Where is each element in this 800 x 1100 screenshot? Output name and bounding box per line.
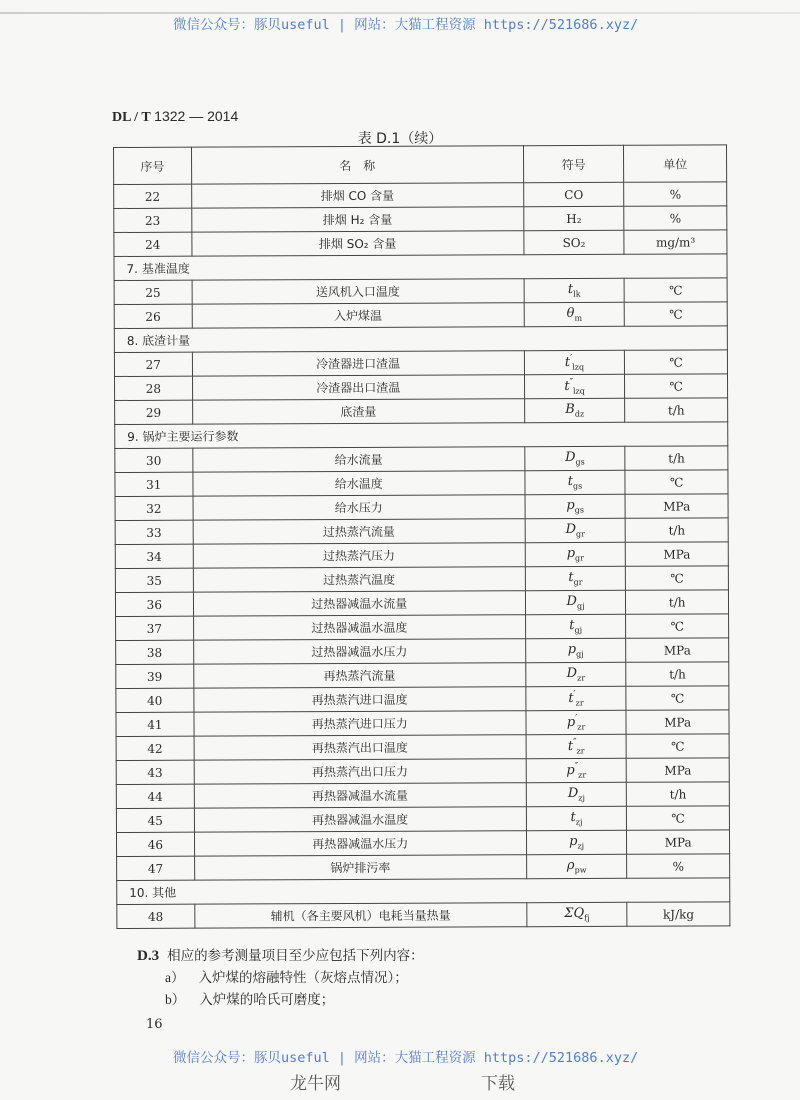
table-row <box>115 566 728 593</box>
row-number: 27 <box>114 352 192 376</box>
row-number: 46 <box>116 832 194 856</box>
symbol-base: p <box>567 642 577 658</box>
symbol-subscript: gj <box>574 625 583 635</box>
row-name: 过热器减温水温度 <box>193 615 525 640</box>
symbol-subscript: gr <box>575 529 585 539</box>
row-unit: kJ/kg <box>627 902 730 926</box>
table-row <box>117 902 730 929</box>
section-row <box>115 422 728 449</box>
symbol-base: t <box>568 690 574 706</box>
row-symbol <box>527 902 628 926</box>
symbol-subscript: gj <box>576 601 585 611</box>
row-number: 29 <box>115 400 193 424</box>
row-name: 锅炉排污率 <box>194 855 526 880</box>
row-number: 37 <box>116 616 194 640</box>
symbol-subscript: m <box>574 313 583 323</box>
row-name: 过热蒸汽温度 <box>193 567 525 592</box>
symbol <box>565 402 584 417</box>
symbol-base: p <box>566 498 575 514</box>
symbol <box>568 739 585 754</box>
table-row <box>116 614 729 641</box>
symbol <box>570 810 582 825</box>
row-number: 22 <box>114 184 192 208</box>
symbol-subscript: fj <box>584 913 590 923</box>
row-symbol <box>525 470 626 494</box>
row-name: 冷渣器出口渣温 <box>192 375 524 400</box>
row-symbol <box>524 278 625 302</box>
symbol-subscript: zj <box>575 817 583 827</box>
overlay-mark-1: 龙牛网 <box>290 1074 341 1094</box>
symbol-subscript: zr <box>577 673 586 683</box>
row-symbol <box>526 734 627 758</box>
row-symbol <box>524 302 625 326</box>
row-unit: ℃ <box>625 350 728 374</box>
symbol <box>568 282 581 297</box>
symbol-base: t <box>567 282 574 298</box>
symbol <box>567 546 584 561</box>
symbol-subscript: zj <box>578 793 586 803</box>
symbol-subscript: gs <box>575 457 585 467</box>
row-number: 48 <box>117 904 195 928</box>
row-symbol <box>525 494 626 518</box>
table-header-row <box>114 145 727 185</box>
watermark-top: 微信公众号：豚贝useful | 网站：大猫工程资源 https://521686.xyz/ <box>173 17 639 33</box>
row-unit: ℃ <box>624 278 727 302</box>
table-title: 表 D.1（续） <box>357 131 443 147</box>
table-row <box>115 542 728 569</box>
row-number: 34 <box>115 544 193 568</box>
symbol-base: D <box>565 450 576 466</box>
row-symbol <box>526 662 627 686</box>
symbol-base: D <box>567 786 579 802</box>
table-row <box>115 398 728 425</box>
section-label: 9. 锅炉主要运行参数 <box>115 422 728 449</box>
section-label: 8. 底渣计量 <box>114 326 727 353</box>
symbol <box>569 834 584 849</box>
row-symbol <box>525 614 626 638</box>
symbol <box>567 306 582 321</box>
symbol <box>567 858 587 873</box>
table-row <box>116 710 729 737</box>
symbol-subscript: gr <box>575 553 585 563</box>
item-text: 入炉煤的哈氏可磨度； <box>199 992 335 1008</box>
row-unit: t/h <box>627 782 730 806</box>
row-unit: ℃ <box>626 614 729 638</box>
symbol-prime: ″ <box>574 761 579 772</box>
section-row <box>114 254 727 281</box>
symbol-prime: ′ <box>575 713 578 724</box>
row-name: 送风机入口温度 <box>192 279 524 304</box>
row-unit: MPa <box>627 758 730 782</box>
symbol <box>568 691 583 706</box>
symbol-subscript: zr <box>577 722 586 732</box>
document-id <box>112 108 238 126</box>
header-name: 名 称 <box>191 146 523 184</box>
symbol <box>566 498 584 513</box>
symbol-text: H₂ <box>566 211 582 226</box>
table-row <box>116 662 729 689</box>
symbol-base: p <box>569 834 578 850</box>
row-number: 23 <box>114 208 192 232</box>
row-unit: MPa <box>625 494 728 518</box>
row-number: 47 <box>117 856 195 880</box>
clause-number: D.3 <box>137 948 160 964</box>
clause-item-b <box>165 988 334 1008</box>
table-row <box>115 446 728 473</box>
row-name: 入炉煤温 <box>192 303 524 328</box>
row-name: 排烟 SO₂ 含量 <box>191 231 523 256</box>
section-label: 10. 其他 <box>117 878 730 905</box>
row-unit: MPa <box>626 542 729 566</box>
table-row <box>115 590 728 617</box>
row-number: 45 <box>116 808 194 832</box>
row-symbol <box>526 854 627 878</box>
row-name: 给水流量 <box>192 447 524 472</box>
row-number: 30 <box>115 448 193 472</box>
table-row <box>117 854 730 881</box>
symbol-base: t <box>564 378 570 394</box>
row-name: 冷渣器进口渣温 <box>192 351 524 376</box>
symbol-base: ΣQ <box>564 906 585 922</box>
page-number: 16 <box>146 1017 163 1032</box>
table-row <box>114 206 727 233</box>
symbol-base: t <box>567 474 574 490</box>
symbol <box>565 450 585 465</box>
row-name: 底渣量 <box>192 399 524 424</box>
row-unit: ℃ <box>625 302 728 326</box>
symbol-base: D <box>566 666 578 682</box>
row-name: 再热蒸汽流量 <box>193 663 525 688</box>
row-unit: ℃ <box>625 470 728 494</box>
row-unit: ℃ <box>626 734 729 758</box>
symbol-prime: ″ <box>569 377 573 388</box>
section-row <box>114 326 727 353</box>
scan-edge <box>0 12 800 14</box>
row-symbol <box>524 398 625 422</box>
doc-id-prefix: DL / T <box>112 110 151 125</box>
symbol-base: B <box>565 402 575 418</box>
symbol-base: p <box>566 762 575 778</box>
row-name: 排烟 CO 含量 <box>191 183 523 208</box>
table-row <box>116 734 729 761</box>
symbol <box>564 906 589 921</box>
row-unit: % <box>624 206 727 230</box>
symbol <box>565 355 584 370</box>
symbol-subscript: pw <box>574 865 587 875</box>
header-unit: 单位 <box>624 145 727 182</box>
row-unit: ℃ <box>626 686 729 710</box>
row-symbol <box>523 182 624 206</box>
row-number: 41 <box>116 712 194 736</box>
symbol-base: D <box>566 594 578 610</box>
row-unit: MPa <box>627 830 730 854</box>
symbol-base: t <box>569 618 575 634</box>
item-marker: a） <box>165 970 185 985</box>
symbol-text: SO₂ <box>562 235 586 250</box>
clause-item-a <box>165 966 408 986</box>
header-seq: 序号 <box>114 147 192 184</box>
symbol-subscript: zr <box>578 770 587 780</box>
symbol <box>567 594 585 609</box>
table-row <box>116 782 729 809</box>
row-unit: ℃ <box>625 374 728 398</box>
row-name: 排烟 H₂ 含量 <box>191 207 523 232</box>
row-name: 再热蒸汽进口压力 <box>194 711 526 736</box>
section-label: 7. 基准温度 <box>114 254 727 281</box>
row-symbol <box>525 542 626 566</box>
row-unit: mg/m³ <box>624 230 727 254</box>
row-symbol <box>526 710 627 734</box>
table-row <box>115 494 728 521</box>
row-number: 35 <box>115 568 193 592</box>
row-unit: MPa <box>626 638 729 662</box>
symbol-subscript: lk <box>573 289 581 299</box>
item-marker: b） <box>165 992 186 1007</box>
symbol-base: t <box>568 570 574 586</box>
symbol-base: t <box>570 810 576 826</box>
symbol <box>566 763 586 778</box>
symbol-subscript: gs <box>574 505 584 515</box>
row-number: 43 <box>116 760 194 784</box>
table-row <box>116 806 729 833</box>
row-number: 24 <box>114 232 192 256</box>
row-number: 39 <box>116 664 194 688</box>
row-name: 再热蒸汽出口温度 <box>194 735 526 760</box>
symbol-subscript: zr <box>576 746 585 756</box>
symbol <box>567 666 586 681</box>
overlay-mark-2: 下载 <box>481 1074 515 1094</box>
parameter-table <box>113 144 730 929</box>
table-row <box>114 182 727 209</box>
row-unit: t/h <box>625 518 728 542</box>
table-row <box>114 230 727 257</box>
row-number: 31 <box>115 472 193 496</box>
row-symbol <box>525 638 626 662</box>
row-symbol <box>526 686 627 710</box>
row-unit: t/h <box>625 446 728 470</box>
row-symbol <box>526 782 627 806</box>
row-number: 26 <box>114 304 192 328</box>
table-row <box>116 686 729 713</box>
table-row <box>115 518 728 545</box>
symbol-prime: ′ <box>573 689 576 700</box>
row-unit: t/h <box>625 398 728 422</box>
symbol-base: t <box>564 354 571 370</box>
row-unit: t/h <box>626 662 729 686</box>
row-number: 25 <box>114 280 192 304</box>
symbol-subscript: lzq <box>572 362 585 372</box>
row-name: 再热器减温水压力 <box>194 831 526 856</box>
row-symbol <box>524 350 625 374</box>
doc-id-number: 1322 — 2014 <box>154 108 239 124</box>
row-number: 36 <box>115 592 193 616</box>
table-row <box>114 350 727 377</box>
row-symbol <box>525 590 626 614</box>
item-text: 入炉煤的熔融特性（灰熔点情况）； <box>198 970 408 986</box>
table-row <box>116 638 729 665</box>
symbol-subscript: gs <box>573 481 583 491</box>
row-number: 44 <box>116 784 194 808</box>
row-name: 过热器减温水流量 <box>193 591 525 616</box>
row-name: 给水温度 <box>193 471 525 496</box>
watermark-bottom: 微信公众号：豚贝useful | 网站：大猫工程资源 https://521686.xyz/ <box>173 1050 639 1066</box>
symbol-subscript: lzq <box>572 386 585 396</box>
row-number: 42 <box>116 736 194 760</box>
row-symbol <box>525 446 626 470</box>
row-number: 32 <box>115 496 193 520</box>
section-row <box>117 878 730 905</box>
symbol <box>569 618 582 633</box>
symbol-subscript: zr <box>575 698 584 708</box>
row-name: 辅机（各主要风机）电耗当量热量 <box>194 903 526 928</box>
symbol <box>564 379 585 394</box>
row-number: 28 <box>115 376 193 400</box>
symbol-base: p <box>566 714 576 730</box>
symbol-base: p <box>566 546 576 562</box>
row-symbol <box>526 758 627 782</box>
table-row <box>115 374 728 401</box>
clause-text: 相应的参考测量项目至少应包括下列内容： <box>167 948 424 964</box>
table-row <box>116 830 729 857</box>
row-name: 给水压力 <box>193 495 525 520</box>
row-symbol <box>525 566 626 590</box>
symbol-base: D <box>565 522 577 538</box>
row-number: 38 <box>116 640 194 664</box>
row-symbol <box>525 518 626 542</box>
row-symbol <box>524 206 625 230</box>
symbol <box>568 474 583 489</box>
row-unit: % <box>624 182 727 206</box>
symbol <box>568 786 585 801</box>
row-unit: % <box>627 854 730 878</box>
table-row <box>115 470 728 497</box>
row-number: 33 <box>115 520 193 544</box>
symbol <box>568 570 582 585</box>
symbol-base: θ <box>566 306 575 322</box>
symbol-subscript: dz <box>574 409 585 419</box>
row-unit: MPa <box>626 710 729 734</box>
row-symbol <box>524 230 625 254</box>
row-number: 40 <box>116 688 194 712</box>
row-name: 过热蒸汽压力 <box>193 543 525 568</box>
header-symbol: 符号 <box>523 145 624 182</box>
table-row <box>114 278 727 305</box>
symbol-base: t <box>567 738 574 754</box>
table-row <box>114 302 727 329</box>
row-unit: ℃ <box>626 566 729 590</box>
table-row <box>116 758 729 785</box>
row-name: 过热蒸汽流量 <box>193 519 525 544</box>
symbol-subscript: zj <box>577 841 585 851</box>
row-name: 再热蒸汽出口压力 <box>194 759 526 784</box>
symbol-prime: ′ <box>570 353 573 364</box>
row-unit: t/h <box>626 590 729 614</box>
row-name: 再热蒸汽进口温度 <box>193 687 525 712</box>
symbol <box>566 522 585 537</box>
row-name: 过热器减温水压力 <box>193 639 525 664</box>
symbol <box>567 715 585 730</box>
clause-d3 <box>137 944 424 965</box>
row-unit: ℃ <box>627 806 730 830</box>
symbol-base: ρ <box>566 858 575 874</box>
symbol-subscript: gr <box>573 577 583 587</box>
symbol-subscript: gj <box>576 649 584 659</box>
row-name: 再热器减温水温度 <box>194 807 526 832</box>
symbol-prime: ″ <box>573 737 577 748</box>
symbol <box>568 642 584 657</box>
row-symbol <box>526 806 627 830</box>
row-symbol <box>524 374 625 398</box>
symbol-text: CO <box>564 187 584 202</box>
row-symbol <box>526 830 627 854</box>
row-name: 再热器减温水流量 <box>194 783 526 808</box>
